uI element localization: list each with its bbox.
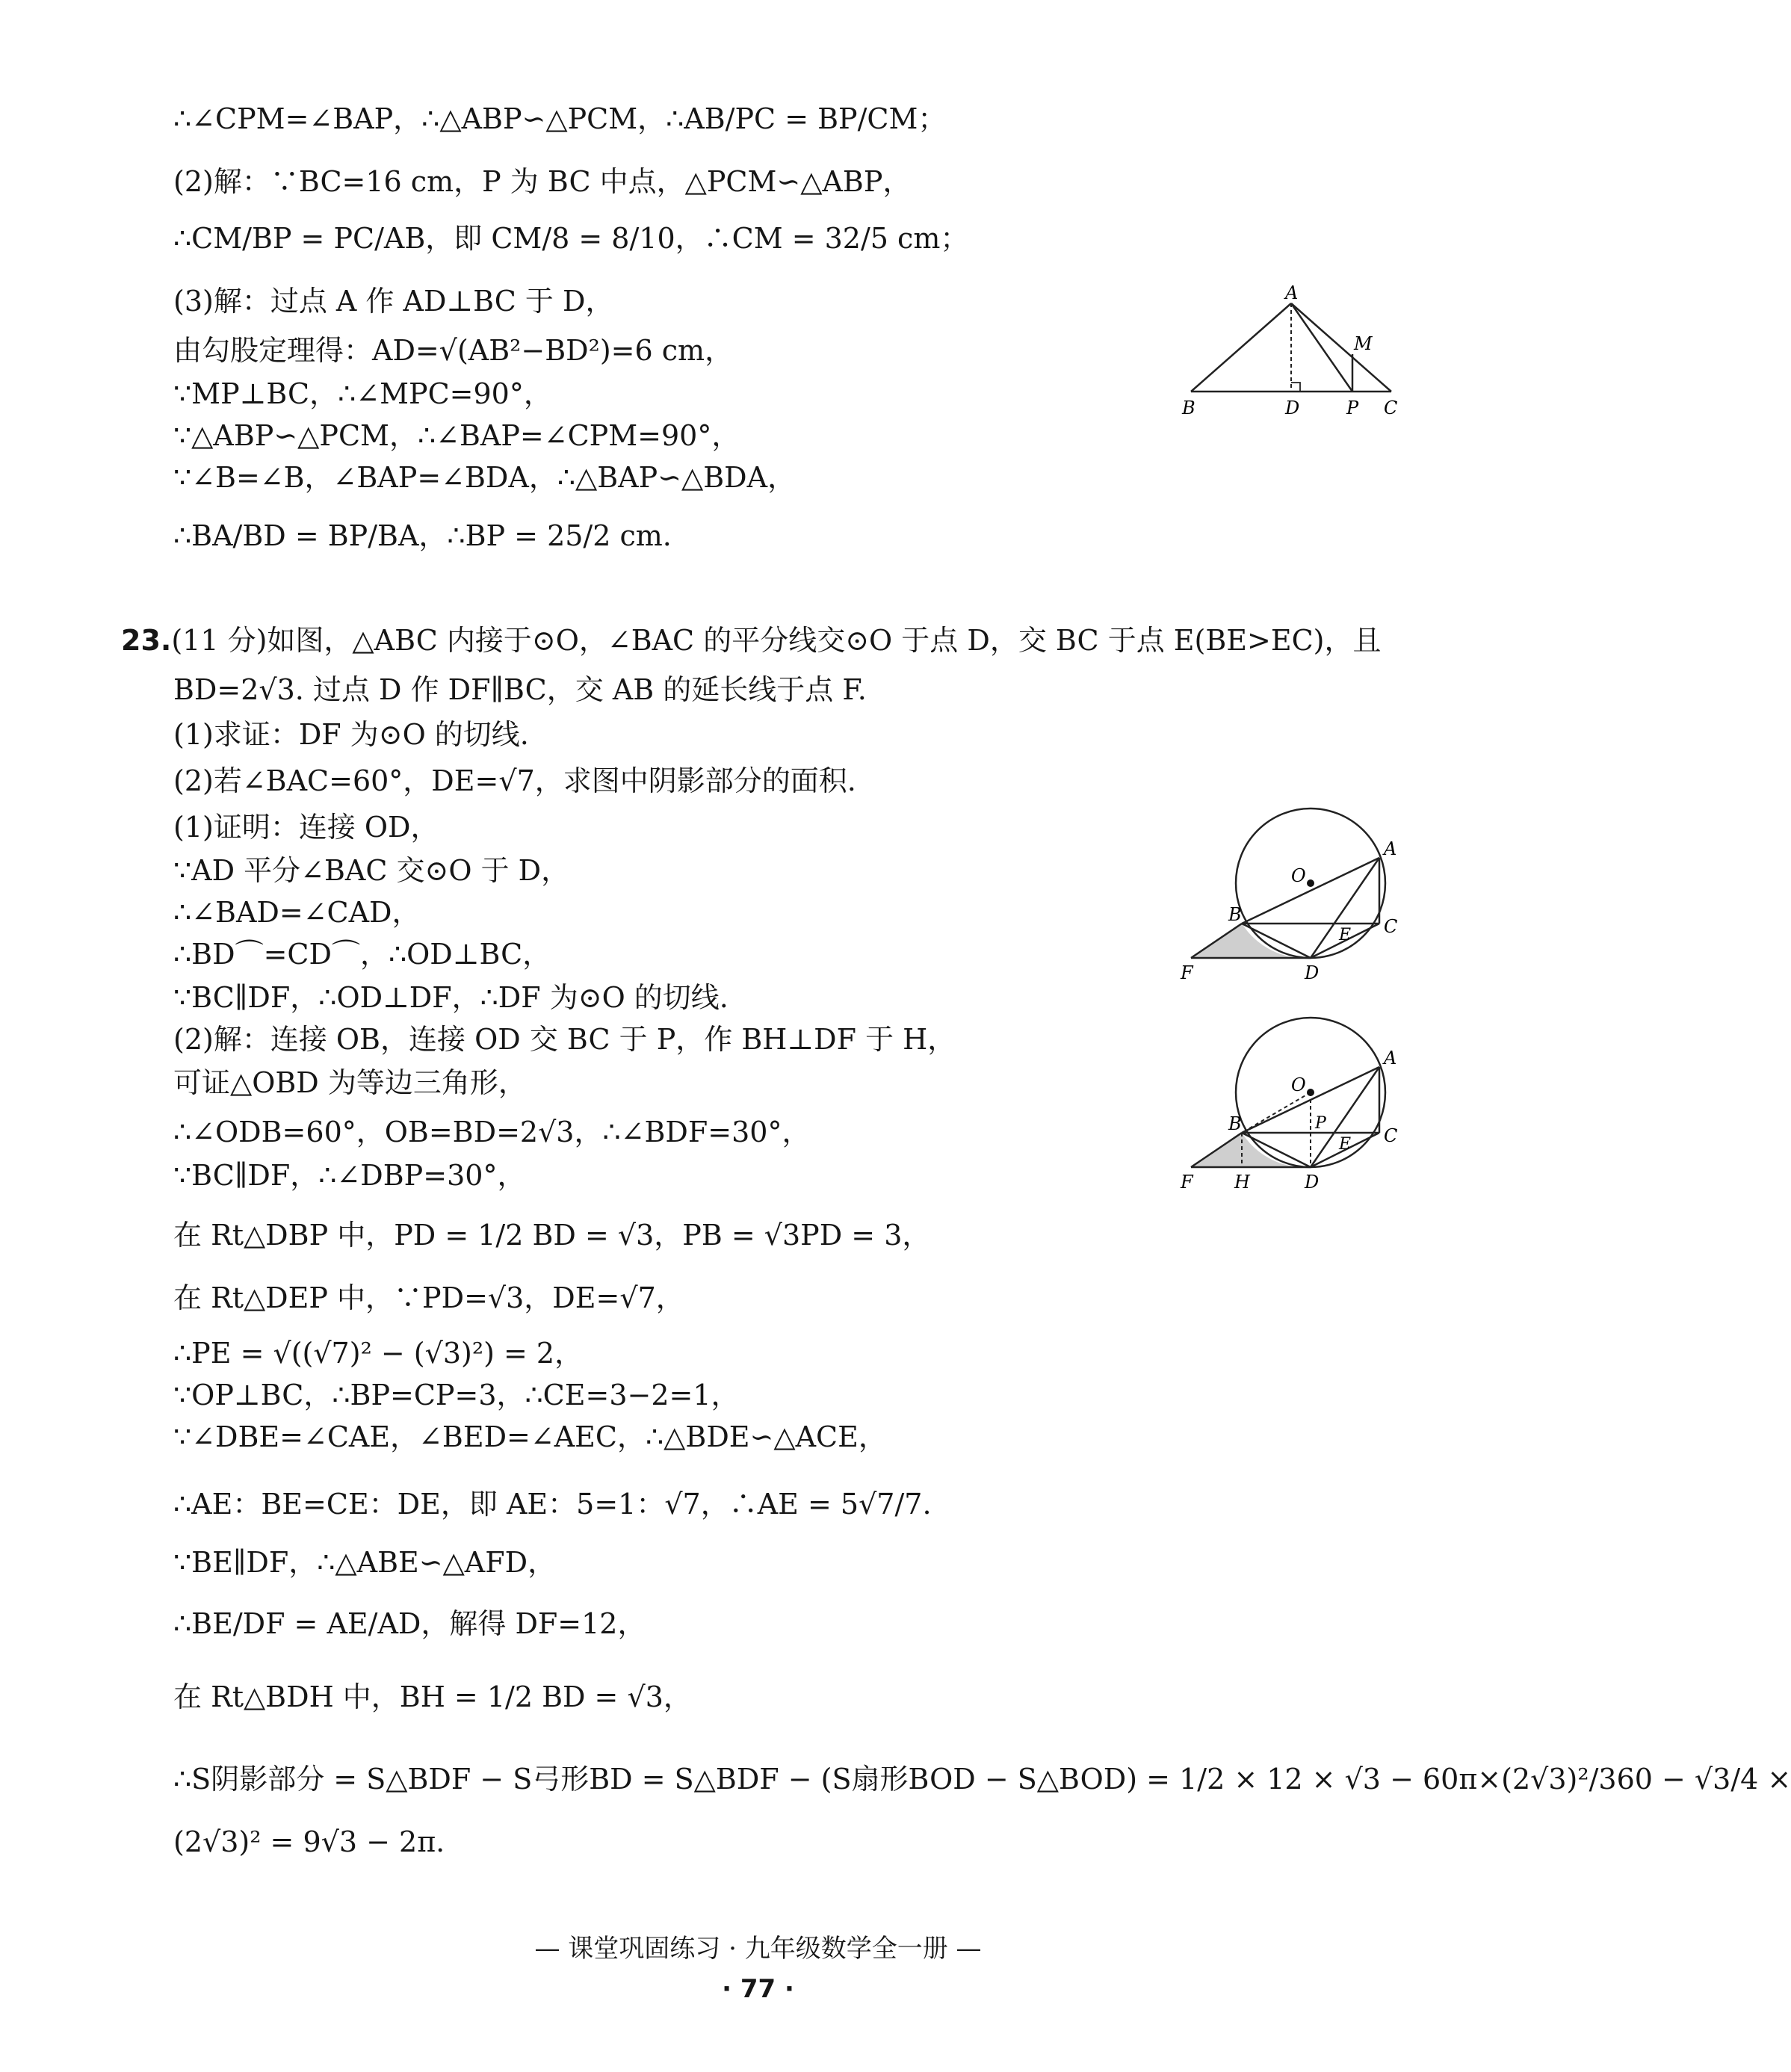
solution-line: ∴S阴影部分 = S△BDF − S弓形BD = S△BDF − (S扇形BOD − S△BOD) = 1/2 × 12 × √3 − 60π×(2√3)²/360 − √3/4 ×: [173, 1763, 1791, 1796]
solution-line: ∵BE∥DF，∴△ABE∽△AFD，: [173, 1546, 557, 1579]
solution-line: ∴BE/DF = AE/AD，解得 DF=12，: [173, 1607, 646, 1640]
solution-line: ∴BA/BD = BP/BA，∴BP = 25/2 cm.: [173, 519, 672, 552]
label-b: B: [1228, 1113, 1242, 1134]
label-a: A: [1285, 282, 1299, 303]
label-p: P: [1346, 398, 1359, 418]
label-m: M: [1354, 333, 1373, 354]
label-a: A: [1384, 1048, 1397, 1069]
question-number: 23.: [121, 624, 172, 657]
solution-line: (1)证明：连接 OD，: [173, 811, 439, 844]
solution-line: 由勾股定理得：AD=√(AB²−BD²)=6 cm，: [173, 334, 734, 367]
label-f: F: [1181, 962, 1193, 983]
question-part: (1)求证：DF 为⊙O 的切线.: [173, 718, 529, 751]
label-f: F: [1181, 1172, 1193, 1193]
solution-line: (3)解：过点 A 作 AD⊥BC 于 D，: [173, 285, 614, 318]
label-c: C: [1384, 1125, 1398, 1146]
question-stem: [121, 622, 1382, 659]
solution-line: ∵BC∥DF，∴OD⊥DF，∴DF 为⊙O 的切线.: [173, 981, 729, 1014]
footer-title: — 课堂巩固练习 · 九年级数学全一册 —: [534, 1934, 982, 1964]
solution-line: (2)解：连接 OB，连接 OD 交 BC 于 P，作 BH⊥DF 于 H，: [173, 1023, 956, 1056]
solution-line: (2√3)² = 9√3 − 2π.: [173, 1825, 445, 1858]
solution-line: ∵△ABP∽△PCM，∴∠BAP=∠CPM=90°，: [173, 419, 740, 452]
label-b: B: [1182, 398, 1195, 418]
label-d: D: [1285, 398, 1300, 418]
label-d: D: [1305, 1172, 1320, 1193]
solution-line: 在 Rt△BDH 中，BH = 1/2 BD = √3，: [173, 1680, 692, 1713]
solution-line: 可证△OBD 为等边三角形，: [173, 1066, 527, 1099]
label-e: E: [1339, 1135, 1352, 1154]
solution-line: ∴BD⌒=CD⌒，∴OD⊥BC，: [173, 938, 551, 971]
label-h: H: [1234, 1172, 1250, 1193]
solution-line: ∵∠DBE=∠CAE，∠BED=∠AEC，∴△BDE∽△ACE，: [173, 1420, 887, 1453]
label-p: P: [1315, 1114, 1326, 1133]
label-a: A: [1384, 838, 1397, 859]
circle-figure-1: [1181, 822, 1405, 986]
solution-line: ∴∠BAD=∠CAD，: [173, 896, 421, 929]
question-stem-text: (11 分)如图，△ABC 内接于⊙O，∠BAC 的平分线交⊙O 于点 D，交 BC 于点 E(BE>EC)，且: [171, 624, 1382, 657]
solution-line: (2)解：∵BC=16 cm，P 为 BC 中点，△PCM∽△ABP，: [173, 165, 912, 198]
solution-line: ∴∠CPM=∠BAP，∴△ABP∽△PCM，∴AB/PC = BP/CM；: [173, 102, 947, 135]
solution-line: ∴∠ODB=60°，OB=BD=2√3，∴∠BDF=30°，: [173, 1116, 811, 1148]
solution-line: ∵BC∥DF，∴∠DBP=30°，: [173, 1159, 526, 1192]
solution-line: ∴CM/BP = PC/AB，即 CM/8 = 8/10，∴CM = 32/5 cm；: [173, 222, 969, 255]
label-o: O: [1291, 865, 1306, 886]
label-c: C: [1384, 916, 1398, 937]
question-part: (2)若∠BAC=60°，DE=√7，求图中阴影部分的面积.: [173, 764, 856, 797]
label-c: C: [1384, 398, 1398, 418]
label-d: D: [1305, 962, 1320, 983]
solution-line: ∵∠B=∠B，∠BAP=∠BDA，∴△BAP∽△BDA，: [173, 461, 796, 494]
solution-line: ∴AE：BE=CE：DE，即 AE：5=1：√7，∴AE = 5√7/7.: [173, 1488, 932, 1521]
label-b: B: [1228, 904, 1242, 925]
triangle-figure: [1181, 276, 1405, 426]
circle-figure-2: [1181, 1031, 1405, 1196]
solution-line: 在 Rt△DEP 中，∵PD=√3，DE=√7，: [173, 1281, 684, 1314]
question-stem: BD=2√3. 过点 D 作 DF∥BC，交 AB 的延长线于点 F.: [173, 673, 867, 706]
page-number: · 77 ·: [722, 1974, 794, 2004]
label-e: E: [1339, 926, 1352, 944]
solution-line: ∵AD 平分∠BAC 交⊙O 于 D，: [173, 854, 570, 887]
solution-line: ∵MP⊥BC，∴∠MPC=90°，: [173, 377, 552, 410]
solution-line: ∵OP⊥BC，∴BP=CP=3，∴CE=3−2=1，: [173, 1379, 740, 1411]
label-o: O: [1291, 1074, 1306, 1095]
solution-line: ∴PE = √((√7)² − (√3)²) = 2，: [173, 1337, 584, 1370]
solution-line: 在 Rt△DBP 中，PD = 1/2 BD = √3，PB = √3PD = 3，: [173, 1219, 931, 1252]
